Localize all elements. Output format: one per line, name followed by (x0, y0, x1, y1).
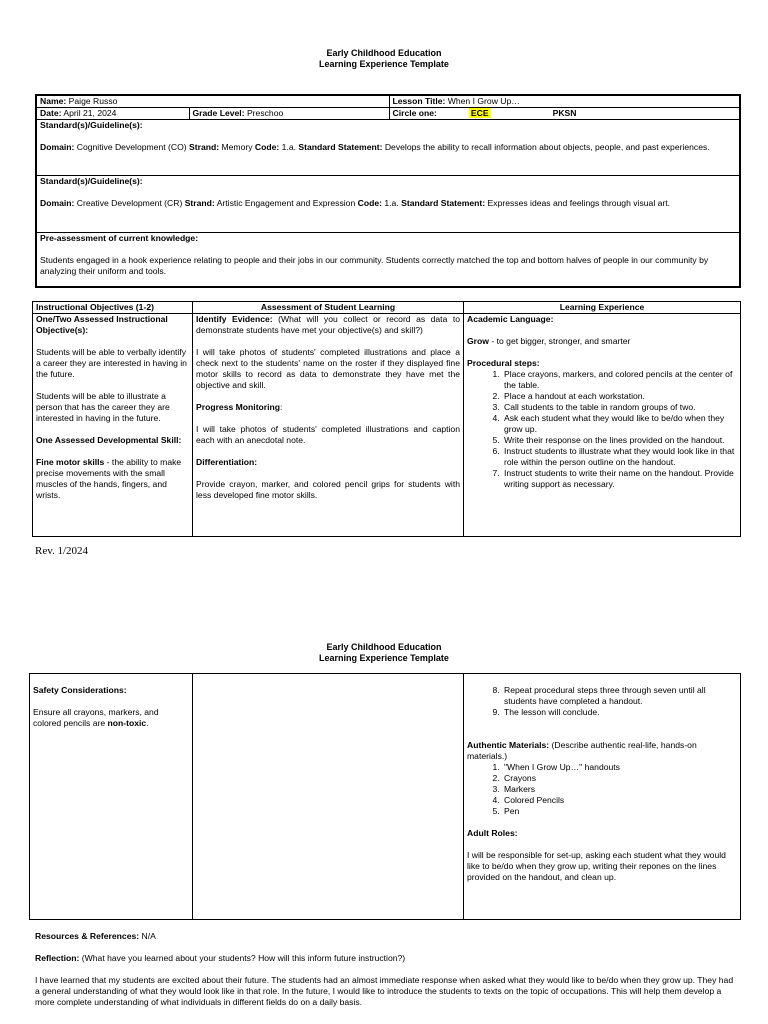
date-cell: Date: April 21, 2024 (36, 108, 189, 120)
pre-assessment: Pre-assessment of current knowledge: Students engaged in a hook experience relating to people and their jobs in our community. Students correctly matched the top and bottom halves of people in our community by analyzing their uniform and tools. (36, 233, 740, 287)
header-line2: Learning Experience Template (319, 59, 449, 69)
standard-2: Standard(s)/Guideline(s): Domain: Creative Development (CR) Strand: Artistic Engagement and Expression Code: 1.a. Standard Statement: Expresses ideas and feelings through visual art. (36, 176, 740, 233)
standard-1: Standard(s)/Guideline(s): Domain: Cognitive Development (CO) Strand: Memory Code: 1.a. Standard Statement: Develops the ability to recall information about objects, people, and past experiences. (36, 120, 740, 176)
circle-option-ece: ECE (470, 108, 489, 118)
step-item: 6. Instruct students to illustrate what they would look like in that role within the person outline on the handout. (502, 446, 737, 468)
col-header-assessment: Assessment of Student Learning (193, 302, 464, 314)
date-value: April 21, 2024 (63, 108, 117, 118)
student-name: Paige Russo (68, 96, 118, 106)
step-item: 4. Ask each student what they would like to be/do when they grow up. (502, 413, 737, 435)
empty-cell (193, 674, 464, 920)
step-item: 2. Place a handout at each workstation. (502, 391, 737, 402)
material-item: 1. "When I Grow Up…" handouts (502, 762, 737, 773)
lesson-title: When I Grow Up… (447, 96, 520, 106)
grade-value: Preschoo (246, 108, 284, 118)
col-header-objectives: Instructional Objectives (1-2) (33, 302, 193, 314)
page-header (0, 48, 768, 70)
name-cell: Name: Paige Russo (36, 95, 389, 108)
col-header-experience: Learning Experience (464, 302, 741, 314)
step-item: 1. Place crayons, markers, and colored pencils at the center of the table. (502, 369, 737, 391)
objectives-cell: One/Two Assessed Instructional Objective(s): Students will be able to verbally identify a career they are interested in having in the future. Students will be able to illustrate a person that has the career they are interested in having in the future. One Assessed Developmental Skill: Fine motor skills - the ability to make precise movements with the small muscles of the hands, fingers, and wrists. (33, 314, 193, 537)
lesson-table-continued (29, 673, 741, 920)
circle-cell: Circle one: ECE PKSN (389, 108, 740, 120)
revision-note: Rev. 1/2024 (35, 545, 89, 557)
step-item: 3. Call students to the table in random groups of two. (502, 402, 737, 413)
safety-cell: Safety Considerations: Ensure all crayons, markers, and colored pencils are non-toxic. (30, 674, 193, 920)
material-item: 5. Pen (502, 806, 737, 817)
material-item: 3. Markers (502, 784, 737, 795)
circle-option-pksn: PKSN (552, 108, 577, 118)
header-line1: Early Childhood Education (326, 48, 442, 58)
page2-header: Early Childhood Education Learning Experience Template (319, 642, 449, 663)
step-item: 9. The lesson will conclude. (502, 707, 737, 718)
step-item: 5. Write their response on the lines provided on the handout. (502, 435, 737, 446)
experience-cell-continued: 8. Repeat procedural steps three through seven until all students have completed a handout. 9. The lesson will conclude. Authentic Materials: (Describe authentic real-life, hands-on materials.) 1. "When I Grow Up…" handouts 2. Crayons 3. Markers 4. Colored Pencils 5. Pen Adult Roles: I will be responsible for set-up, asking each student what they would like to be/do when they grow up, writing their repones on the lines provided on the handout, and clean up. (464, 674, 741, 920)
assessment-cell: Identify Evidence: (What will you collect or record as data to demonstrate students have met your objective(s) and skill?) I will take photos of students' completed illustrations and place a check next to the students' name on the roster if they displayed fine motor skills to record as data to demonstrate they have met the objective and skill. Progress Monitoring: I will take photos of students' completed illustrations and caption each with an anecdotal note. Differentiation: Provide crayon, marker, and colored pencil grips for students with less developed fine motor skills. (193, 314, 464, 537)
experience-cell: Academic Language: Grow - to get bigger, stronger, and smarter Procedural steps: 1. Place crayons, markers, and colored pencils at the center of the table. 2. Place a handout at each workstation. 3. Call students to the table in random groups of two. 4. Ask each student what they would like to be/do when they grow up. 5. Write their response on the lines provided on the handout. 6. Instruct students to illustrate what they would look like in that role within the person outline on the handout. 7. Instruct students to write their name on the handout. Provide writing support as necessary. (464, 314, 741, 537)
grade-cell: Grade Level: Preschoo (189, 108, 389, 120)
material-item: 2. Crayons (502, 773, 737, 784)
reflection-heading: Reflection: (What have you learned about your students? How will this inform future instruction?) (35, 953, 406, 963)
step-item: 8. Repeat procedural steps three through seven until all students have completed a handout. (502, 685, 737, 707)
lesson-title-cell: Lesson Title: When I Grow Up… (389, 95, 740, 108)
info-table (35, 94, 741, 288)
reflection-text: I have learned that my students are excited about their future. The students had an almost immediate response when asked what they would like to be/do when they grow up. They had a general understanding of what they would look like in that role. In the future, I would like to introduce the students to texts on the topic of occupations. This will help them develop a more complete understanding of what individuals in different fields do on a daily basis. (35, 975, 734, 1007)
procedural-steps (467, 369, 737, 490)
step-item: 7. Instruct students to write their name on the handout. Provide writing support as necessary. (502, 468, 737, 490)
material-item: 4. Colored Pencils (502, 795, 737, 806)
resources: Resources & References: N/A (35, 931, 156, 941)
procedural-steps-continued (467, 685, 737, 718)
materials-list (467, 762, 737, 817)
lesson-table (32, 301, 741, 537)
